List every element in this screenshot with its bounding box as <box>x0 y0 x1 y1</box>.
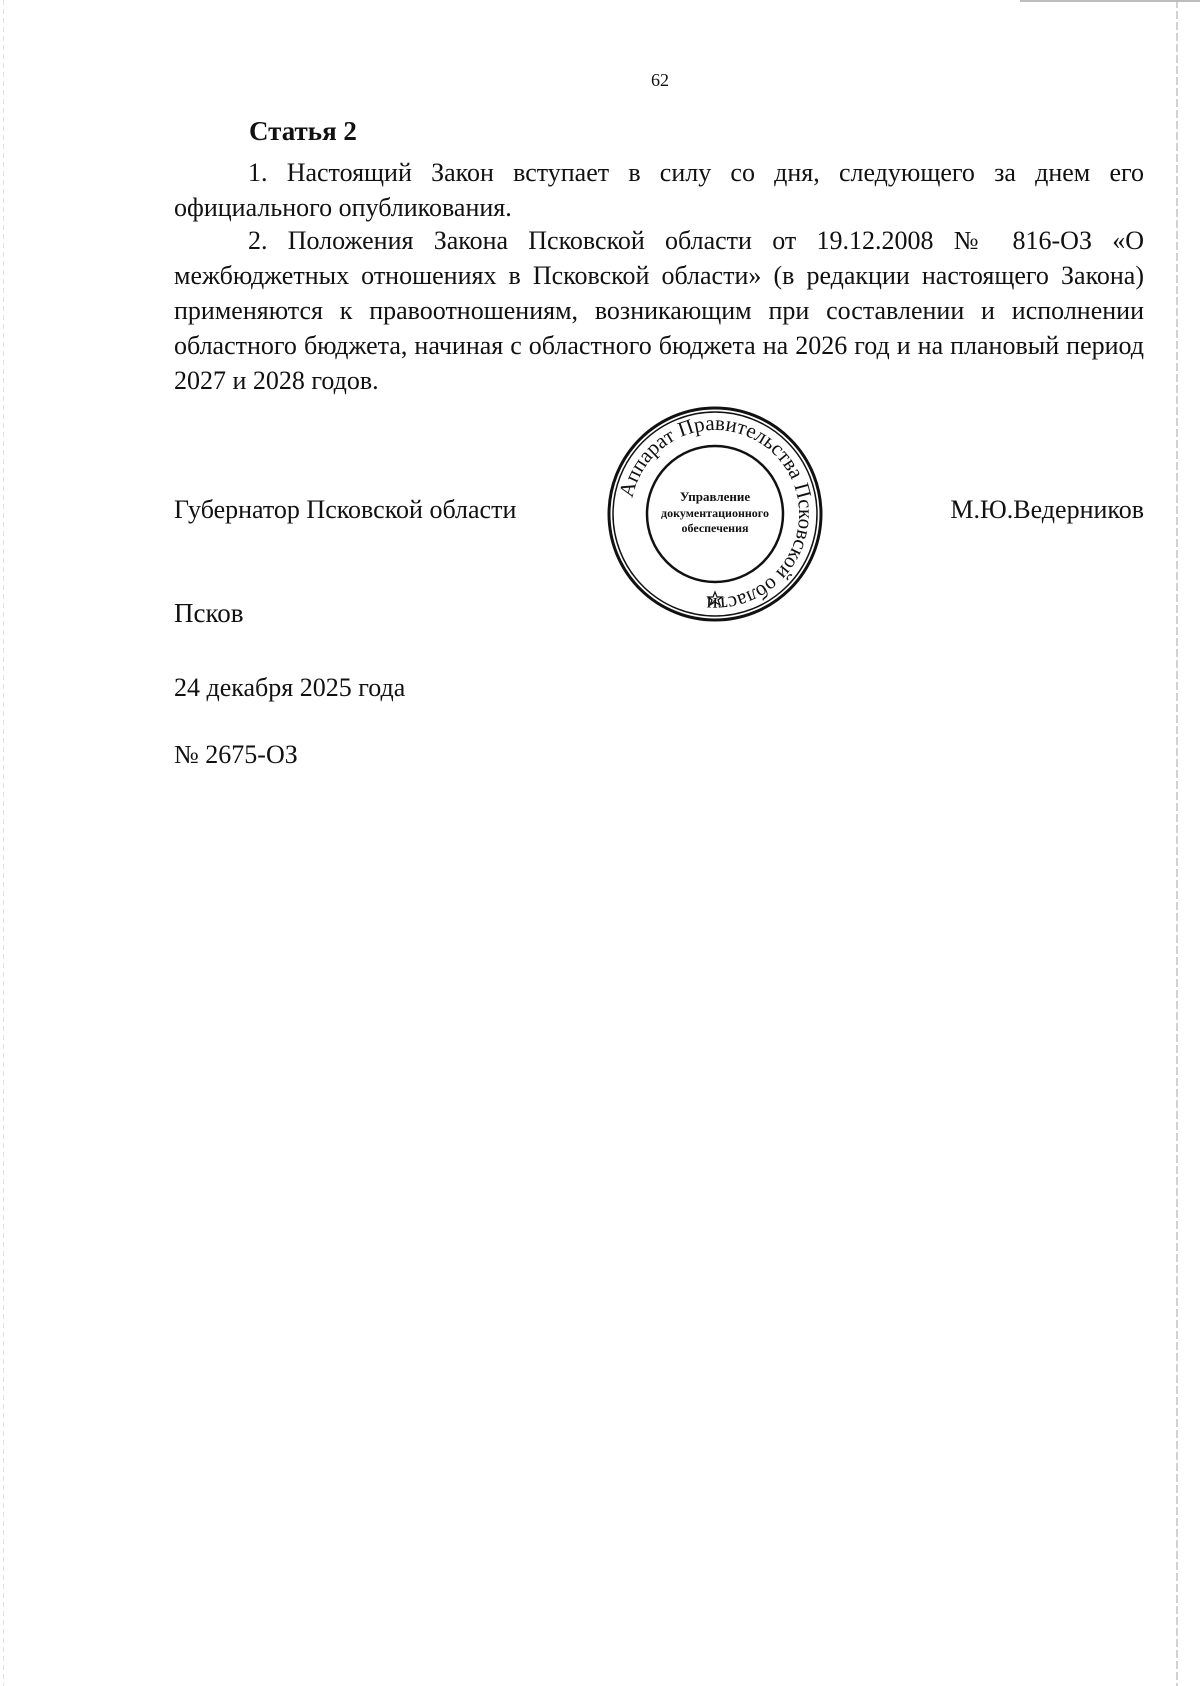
seal-center-line-3: обеспечения <box>681 521 749 535</box>
official-seal <box>604 403 826 625</box>
seal-center-line-2: документационного <box>661 506 769 520</box>
seal-graphic <box>604 403 826 625</box>
place-of-signing: Псков <box>174 598 244 628</box>
article-title: Статья 2 <box>249 116 357 146</box>
signatory-name: М.Ю.Ведерников <box>950 495 1144 524</box>
seal-center-line-1: Управление <box>679 489 751 504</box>
article-paragraph-2: 2. Положения Закона Псковской области от 19.12.2008 № 816-ОЗ «О межбюджетных отношениях в Псковской области» (в редакции настоящего Закона) применяются к правоотношениям, возникающим при составлении и исполнении областного бюджета, начиная с областного бюджета на 2026 год и на плановый период 2027 и 2028 годов. <box>174 226 1144 395</box>
scan-edge-top <box>1020 0 1200 2</box>
page-number: 62 <box>651 70 669 90</box>
article-paragraph-1: 1. Настоящий Закон вступает в силу со дня, следующего за днем его официального опубликования. <box>174 158 1144 222</box>
signatory-position: Губернатор Псковской области <box>174 495 517 524</box>
scan-edge-right <box>1176 0 1178 1686</box>
seal-ring-text: Аппарат Правительства Псковской области <box>613 410 819 618</box>
law-number: № 2675-ОЗ <box>174 740 298 769</box>
signing-date: 24 декабря 2025 года <box>174 673 406 702</box>
scan-edge-left <box>3 0 4 1686</box>
